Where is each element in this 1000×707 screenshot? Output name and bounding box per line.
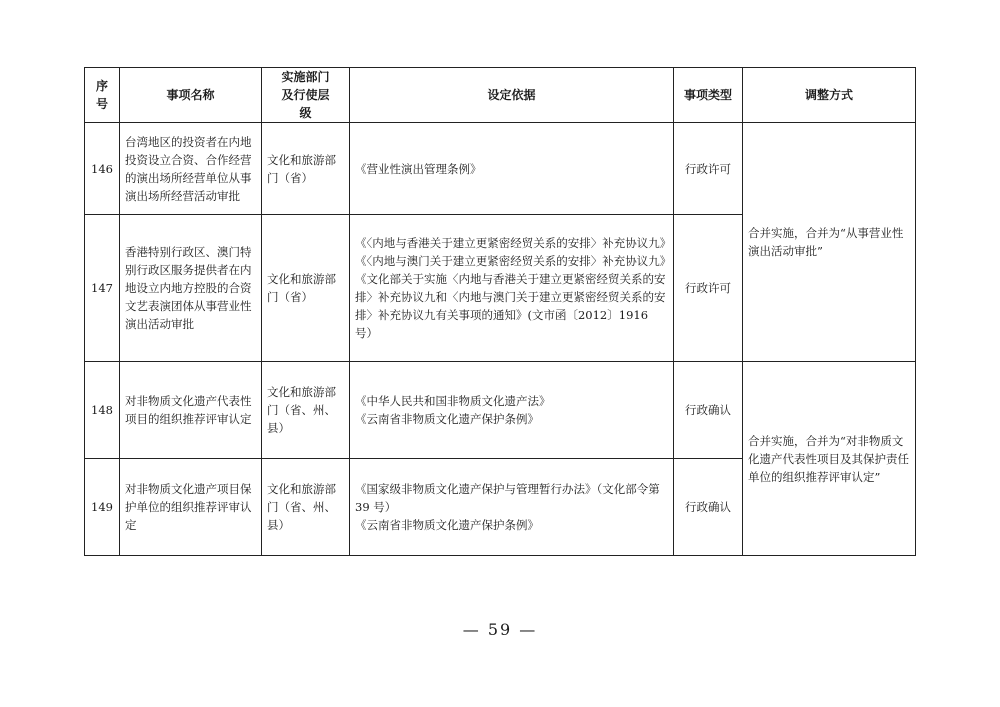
table-row (85, 123, 916, 215)
row-basis (350, 459, 674, 556)
row-dept: 文化和旅游部门（省） (262, 123, 350, 215)
row-dept: 文化和旅游部门（省、州、县） (262, 362, 350, 459)
row-basis (350, 362, 674, 459)
row-type: 行政确认 (674, 459, 743, 556)
basis-line: 《云南省非物质文化遗产保护条例》 (355, 518, 539, 532)
row-seq: 147 (85, 215, 120, 362)
items-table (84, 67, 916, 556)
basis-line: 《云南省非物质文化遗产保护条例》 (355, 412, 539, 426)
basis-line: 《〈内地与香港关于建立更紧密经贸关系的安排〉补充协议九》 (355, 236, 672, 250)
row-type: 行政许可 (674, 215, 743, 362)
row-basis (350, 215, 674, 362)
row-name: 台湾地区的投资者在内地投资设立合资、合作经营的演出场所经营单位从事演出场所经营活动审批 (120, 123, 262, 215)
header-type: 事项类型 (674, 68, 743, 123)
row-seq: 149 (85, 459, 120, 556)
row-dept: 文化和旅游部门（省） (262, 215, 350, 362)
header-adjust: 调整方式 (743, 68, 916, 123)
row-adjust: 合并实施，合并为“对非物质文化遗产代表性项目及其保护责任单位的组织推荐评审认定” (743, 362, 916, 556)
row-name: 对非物质文化遗产代表性项目的组织推荐评审认定 (120, 362, 262, 459)
basis-line: 《文化部关于实施〈内地与香港关于建立更紧密经贸关系的安排〉补充协议九和〈内地与澳门关于建立更紧密经贸关系的安排〉补充协议九有关事项的通知》(文市函〔2012〕1916 号） (355, 272, 666, 340)
basis-line: 《营业性演出管理条例》 (355, 161, 482, 176)
table-header-row (85, 68, 916, 123)
row-seq: 148 (85, 362, 120, 459)
row-name: 香港特别行政区、澳门特别行政区服务提供者在内地设立内地方控股的合资文艺表演团体从事营业性演出活动审批 (120, 215, 262, 362)
row-adjust: 合并实施，合并为“从事营业性演出活动审批” (743, 123, 916, 362)
row-name: 对非物质文化遗产项目保护单位的组织推荐评审认定 (120, 459, 262, 556)
header-dept: 实施部门及行使层级 (262, 68, 350, 123)
row-dept: 文化和旅游部门（省、州、县） (262, 459, 350, 556)
page-number: — 59 — (462, 620, 538, 639)
basis-line: 《〈内地与澳门关于建立更紧密经贸关系的安排〉补充协议九》 (355, 254, 672, 268)
basis-line: 《国家级非物质文化遗产保护与管理暂行办法》（文化部令第 39 号） (355, 482, 660, 514)
header-seq: 序号 (85, 68, 120, 123)
row-type: 行政确认 (674, 362, 743, 459)
row-basis (350, 123, 674, 215)
table-row (85, 362, 916, 459)
header-name: 事项名称 (120, 68, 262, 123)
row-type: 行政许可 (674, 123, 743, 215)
header-basis: 设定依据 (350, 68, 674, 123)
basis-line: 《中华人民共和国非物质文化遗产法》 (355, 394, 551, 408)
row-seq: 146 (85, 123, 120, 215)
